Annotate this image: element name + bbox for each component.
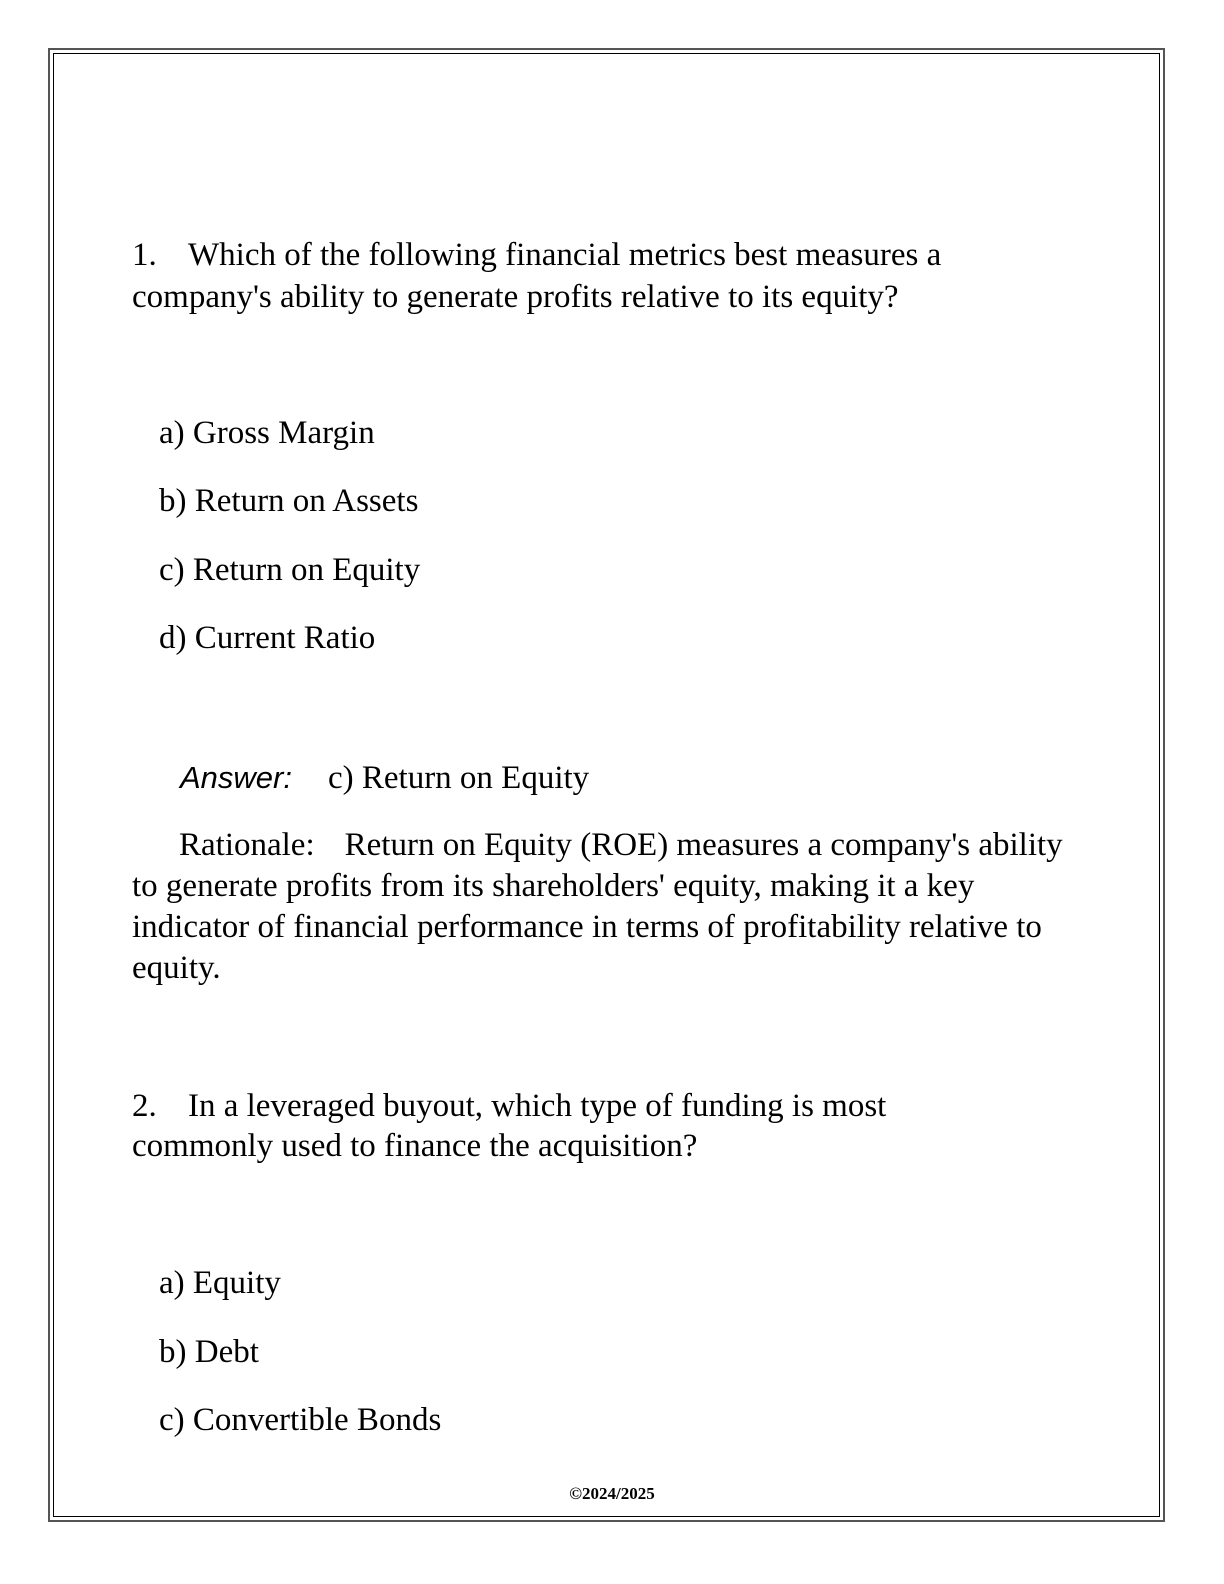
- question-1-option-d: d) Current Ratio: [159, 620, 376, 656]
- answer-label: Answer:: [180, 760, 292, 795]
- copyright-footer: ©2024/2025: [569, 1484, 655, 1503]
- question-1-option-c: c) Return on Equity: [159, 552, 421, 588]
- question-2-text-line-1: In a leveraged buyout, which type of funding is most: [188, 1088, 887, 1124]
- question-2-option-c: c) Convertible Bonds: [159, 1402, 442, 1438]
- answer-value: c) Return on Equity: [327, 760, 590, 796]
- question-1-text-line-1: Which of the following financial metrics best measures a: [188, 237, 942, 273]
- rationale-text: Return on Equity (ROE) measures a company's ability to generate profits from its shareholders' equity, making it a key indicator of financial performance in terms of profitability relative to equity.: [132, 827, 1063, 986]
- question-2-line-1: [132, 1086, 886, 1127]
- question-1-answer: [180, 757, 589, 799]
- question-2-option-a: a) Equity: [159, 1265, 281, 1301]
- question-2-text-line-2: commonly used to finance the acquisition?: [132, 1128, 698, 1164]
- question-1-number: 1.: [132, 237, 157, 273]
- question-1-option-a: a) Gross Margin: [159, 415, 375, 451]
- rationale-label: Rationale:: [179, 827, 315, 863]
- question-2-option-b: b) Debt: [159, 1334, 259, 1370]
- question-1-line-1: [132, 235, 941, 276]
- question-1-rationale: [132, 825, 1082, 989]
- question-2-number: 2.: [132, 1088, 157, 1124]
- question-1-text-line-2: company's ability to generate profits relative to its equity?: [132, 279, 899, 315]
- question-1-option-b: b) Return on Assets: [159, 483, 419, 519]
